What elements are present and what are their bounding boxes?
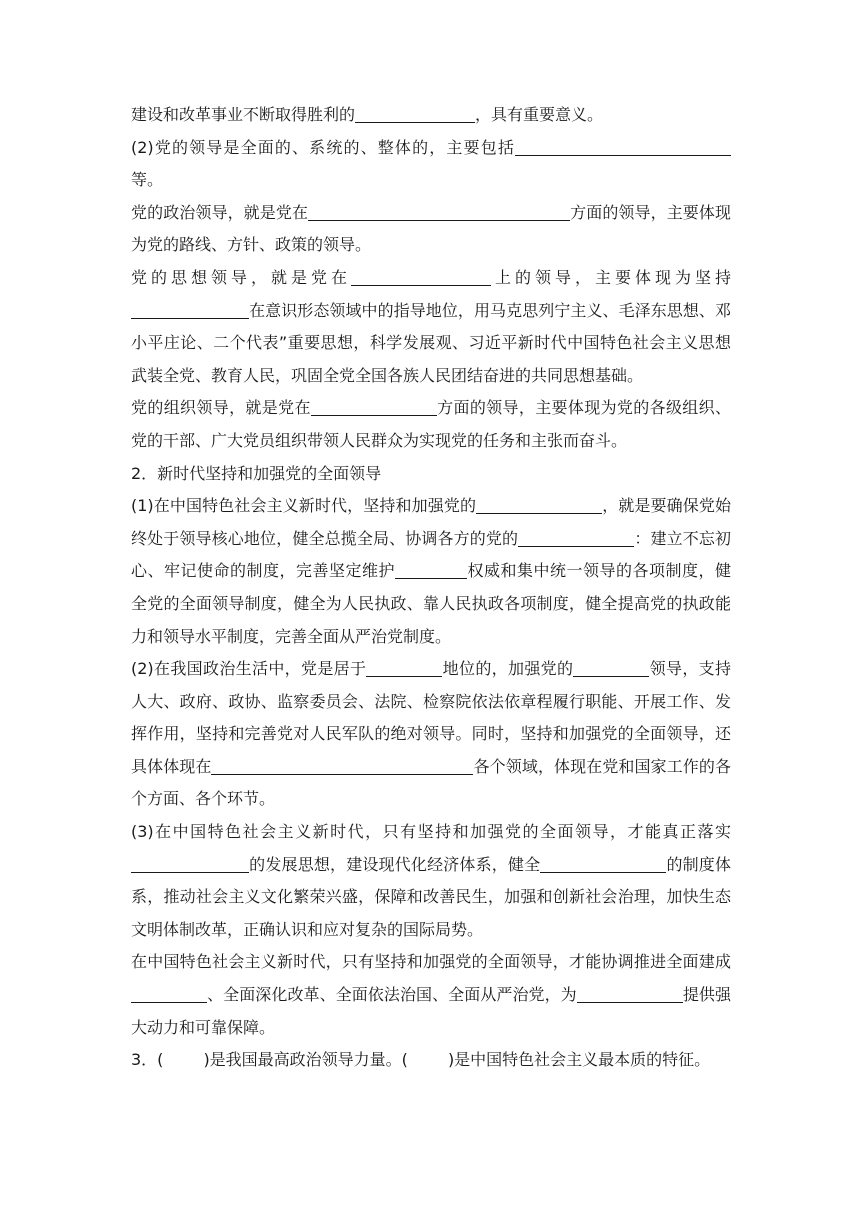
text: ：建立不忘初心、牢记使命的制度，完善坚定维护 [131, 528, 731, 581]
fill-blank[interactable] [311, 396, 437, 416]
fill-blank[interactable] [540, 853, 666, 873]
text: 的发展思想，建设现代化经济体系，健全 [249, 854, 541, 874]
text: ，具有重要意义。 [475, 105, 604, 124]
fill-blank[interactable] [351, 266, 491, 286]
fill-blank[interactable] [515, 136, 731, 156]
paragraph-2-2 [131, 132, 731, 197]
fill-blank[interactable] [355, 103, 475, 123]
text: 在中国特色社会主义新时代，只有坚持和加强党的全面领导，才能协调推进全面建成 [131, 952, 731, 972]
section-heading-2 [131, 458, 731, 491]
text: 上的领导，主要体现为坚持 [491, 267, 731, 287]
text: 3．( [131, 1050, 164, 1070]
text: )是我国最高政治领导力量。( [203, 1050, 408, 1070]
fill-blank[interactable] [395, 559, 467, 579]
text: ，就是要确保党始终处于领导核心地位，健全总揽全局、协调各方的党的 [131, 496, 731, 548]
text: (1)在中国特色社会主义新时代，坚持和加强党的 [131, 496, 477, 516]
fill-blank[interactable] [476, 494, 602, 514]
text: (2)党的领导是全面的、系统的、整体的，主要包括 [131, 137, 515, 157]
fill-blank[interactable] [366, 657, 442, 677]
text: 党的组织领导，就是党在 [131, 398, 311, 418]
text: 领导，支持人大、政府、政协、监察委员会、法院、检察院依法依章程履行职能、开展工作、发挥作用，坚持和完善党对人民军队的绝对领导。同时，坚持和加强党的全面领导，还具体体现在 [131, 659, 731, 776]
fill-blank[interactable] [131, 983, 207, 1003]
text: 的制度体系，推动社会主义文化繁荣兴盛，保障和改善民生，加强和创新社会治理，加快生态文明体制改革，正确认识和应对复杂的国际局势。 [131, 854, 731, 939]
text: 地位的，加强党的 [442, 659, 574, 679]
fill-blank[interactable] [131, 853, 249, 873]
text: 提供强大动力和可靠保障。 [131, 985, 731, 1037]
paragraph-2-1 [131, 490, 731, 653]
text: 在意识形态领域中的指导地位，用马克思列宁主义、毛泽东思想、邓小平庄论、二个代表”重要思想，科学发展观、习近平新时代中国特色社会主义思想武装全党、教育人民，巩固全党全国各族人民团结奋进的共同思想基础。 [131, 300, 731, 385]
paragraph-2-4 [131, 946, 731, 1044]
fill-blank[interactable] [518, 527, 634, 547]
text: 等。 [131, 170, 164, 190]
text: 方面的领导，主要体现为党的路线、方针、政策的领导。 [131, 202, 731, 255]
text: 2．新时代坚持和加强党的全面领导 [131, 463, 382, 483]
paragraph-political-leadership [131, 197, 731, 262]
text: 党的思想领导，就是党在 [131, 267, 351, 287]
paragraph-ideological-leadership [131, 262, 731, 392]
text: 方面的领导，主要体现为党的各级组织、党的干部、广大党员组织带领人民群众为实现党的任务和主张而奋斗。 [131, 398, 731, 450]
text: 建设和改革事业不断取得胜利的 [131, 105, 356, 124]
text: (2)在我国政治生活中，党是居于 [131, 659, 367, 679]
document-body [131, 99, 731, 1077]
paragraph-1-3 [131, 99, 731, 132]
text: (3)在中国特色社会主义新时代，只有坚持和加强党的全面领导，才能真正落实 [131, 822, 731, 842]
text: )是中国特色社会主义最本质的特征。 [447, 1050, 711, 1070]
fill-blank[interactable] [131, 299, 249, 319]
text: 、全面深化改革、全面依法治国、全面从严治党，为 [207, 985, 577, 1005]
paragraph-2-3 [131, 816, 731, 946]
fill-blank[interactable] [577, 983, 683, 1003]
fill-blank[interactable] [573, 657, 649, 677]
paragraph-2-2b [131, 653, 731, 816]
text: 权威和集中统一领导的各项制度，健全党的全面领导制度，健全为人民执政、靠人民执政各项制度，健全提高党的执政能力和领导水平制度，完善全面从严治党制度。 [131, 561, 731, 646]
question-3 [131, 1044, 731, 1077]
fill-blank[interactable] [308, 201, 570, 221]
fill-blank[interactable] [211, 755, 473, 775]
text: 各个领域，体现在党和国家工作的各个方面、各个环节。 [131, 756, 731, 809]
text: 党的政治领导，就是党在 [131, 202, 309, 222]
paragraph-organizational-leadership [131, 392, 731, 457]
